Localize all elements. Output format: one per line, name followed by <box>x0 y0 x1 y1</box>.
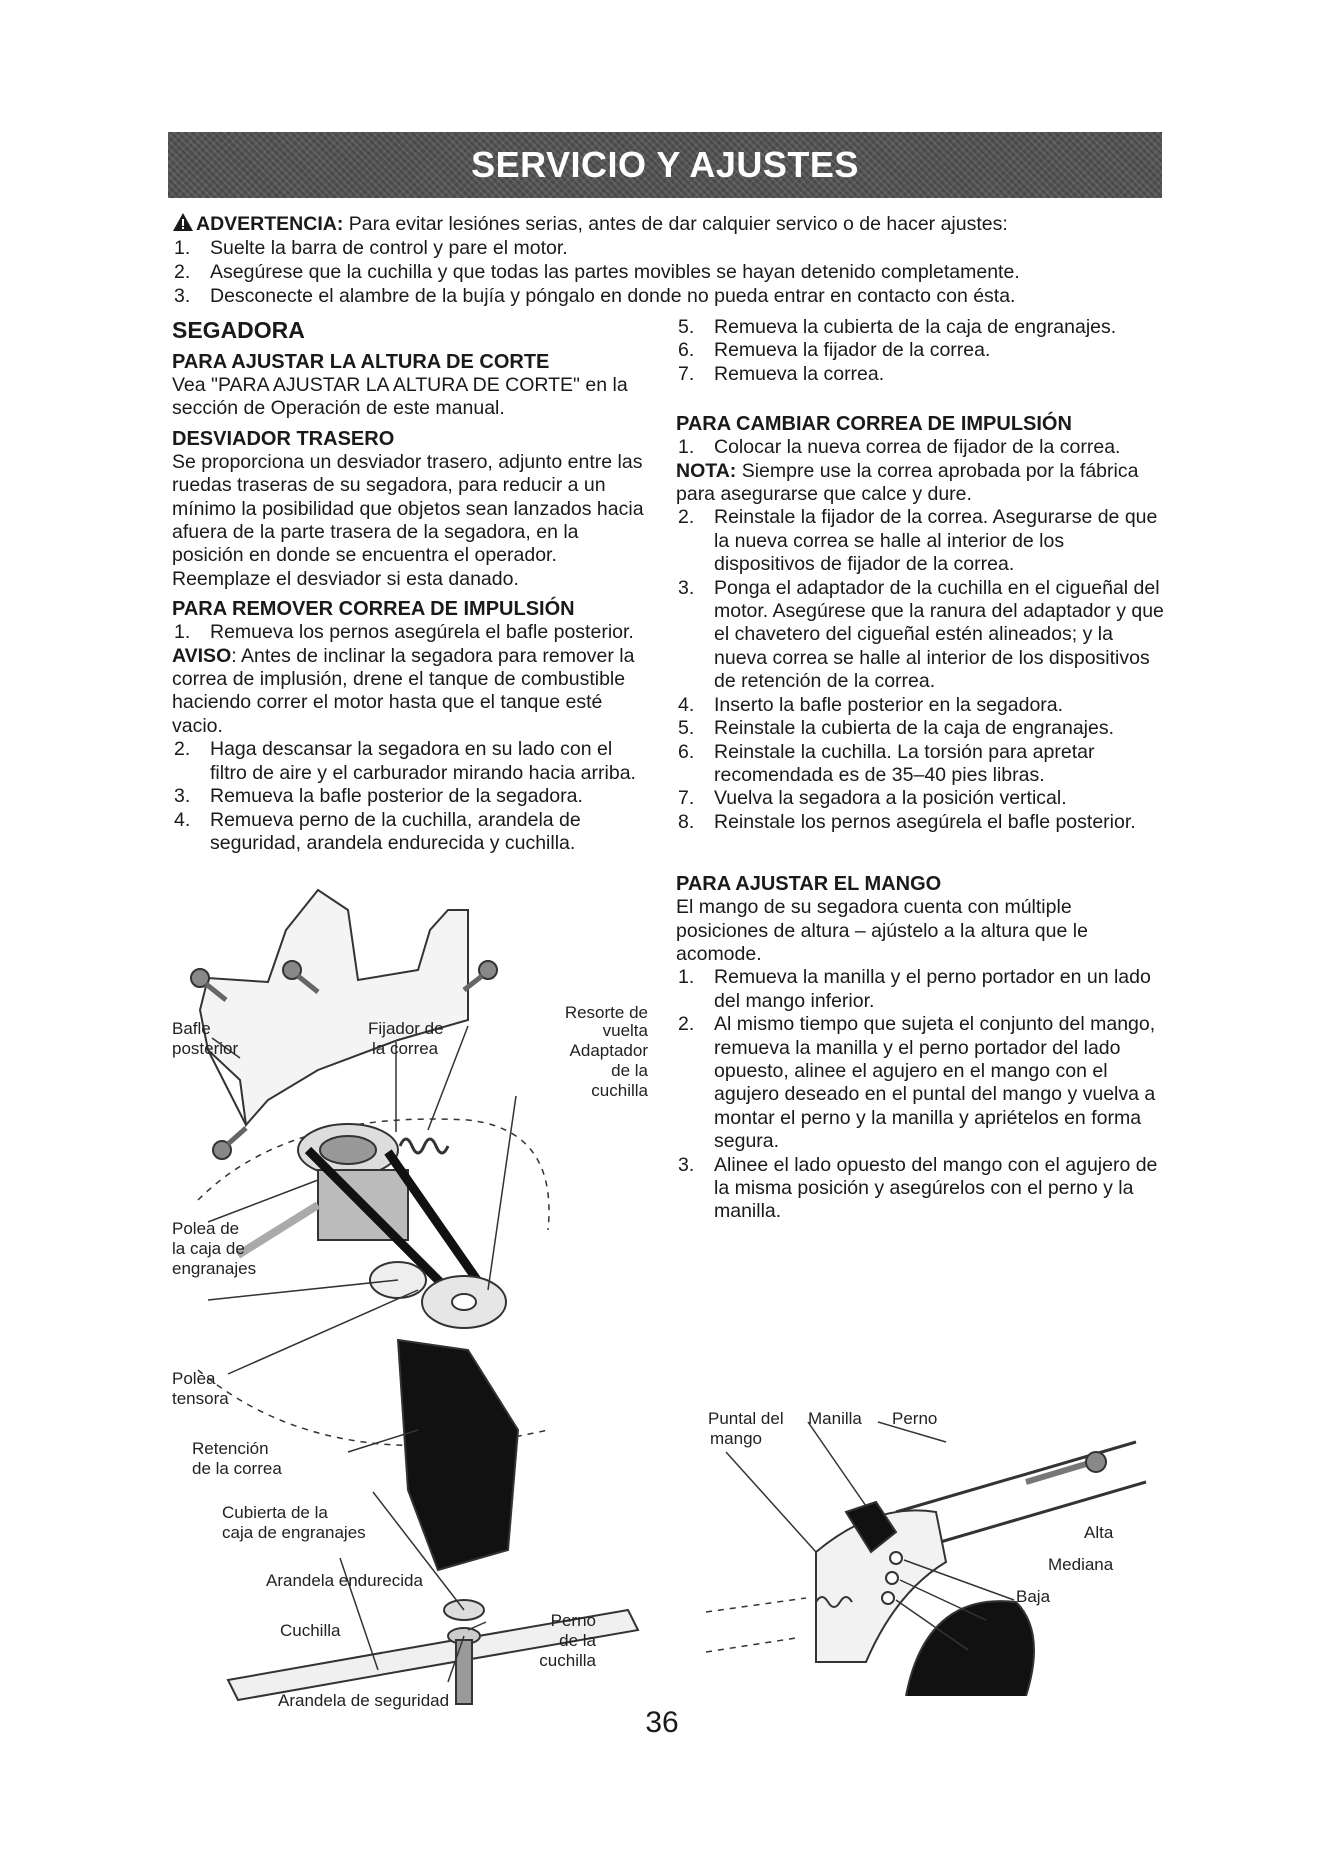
label-arandela-endurecida: Arandela endurecida <box>266 1571 423 1590</box>
step-number: 3. <box>174 785 191 808</box>
list-item <box>676 506 1164 576</box>
list-item <box>676 1013 1164 1153</box>
warning-lead <box>172 212 1162 236</box>
step-number: 2. <box>678 1013 695 1036</box>
list-item <box>172 738 652 785</box>
step-text: Vuelva la segadora a la posición vertical. <box>714 787 1067 810</box>
step-number: 3. <box>174 285 191 307</box>
list-item <box>676 787 1164 810</box>
label-bafle: posterior <box>172 1039 239 1058</box>
label-alta: Alta <box>1084 1523 1114 1542</box>
label-puntal: mango <box>710 1429 762 1448</box>
list-item <box>172 621 652 644</box>
step-number: 8. <box>678 810 695 833</box>
label-resorte: Resorte de <box>564 1003 648 1022</box>
heading-desviador: DESVIADOR TRASERO <box>172 427 395 450</box>
label-retencion: Retención <box>192 1439 269 1458</box>
list-item <box>676 436 1164 459</box>
step-number: 6. <box>678 339 695 362</box>
label-adaptador: cuchilla <box>591 1081 648 1100</box>
list-item <box>676 717 1164 740</box>
step-text: Reinstale los pernos asegúrela el bafle posterior. <box>714 810 1136 833</box>
list-item <box>676 339 1164 362</box>
handle-adjustment-diagram-svg <box>696 1402 1166 1696</box>
step-number: 2. <box>678 506 695 529</box>
step-text: Suelte la barra de control y pare el motor. <box>210 237 568 259</box>
notice-text: : Antes de inclinar la segadora para remover la correa de implusión, drene el tanque de combustible haciendo correr el motor hasta que el tanque esté vacio. <box>172 644 635 737</box>
list-item <box>172 284 1162 308</box>
step-text: Asegúrese que la cuchilla y que todas las partes movibles se hayan detenido completamente. <box>210 261 1020 283</box>
remove-steps-c <box>676 316 1164 386</box>
label-bafle: Bafle <box>172 1019 211 1038</box>
section-title: SERVICIO Y AJUSTES <box>471 144 859 185</box>
list-item <box>172 260 1162 284</box>
label-polea-tensora: Polea <box>172 1369 216 1388</box>
note-paragraph <box>676 460 1164 507</box>
paragraph-altura-corte: Vea "PARA AJUSTAR LA ALTURA DE CORTE" en la sección de Operación de este manual. <box>172 374 628 420</box>
step-text: Remueva la fijador de la correa. <box>714 339 991 362</box>
drive-belt-diagram-svg <box>168 870 658 1716</box>
heading-remover-correa: PARA REMOVER CORREA DE IMPULSIÓN <box>172 598 575 621</box>
label-perno: Perno <box>892 1409 938 1428</box>
change-steps-b <box>676 506 1164 834</box>
step-text: Reinstale la cubierta de la caja de engranajes. <box>714 717 1115 740</box>
drive-belt-diagram <box>168 870 658 1716</box>
heading-altura-corte: PARA AJUSTAR LA ALTURA DE CORTE <box>172 351 550 373</box>
label-mediana: Mediana <box>1048 1555 1114 1574</box>
warning-label: ADVERTENCIA: <box>196 213 344 235</box>
handle-steps <box>676 966 1164 1223</box>
list-item <box>172 236 1162 260</box>
warning-text: Para evitar lesiónes serias, antes de dar calquier servico o de hacer ajustes: <box>343 213 1008 235</box>
step-number: 1. <box>174 237 191 259</box>
spacer <box>676 834 1164 866</box>
label-polea-caja: Polea de <box>172 1219 240 1238</box>
list-item <box>676 741 1164 788</box>
step-text: Remueva la manilla y el perno portador en un lado del mango inferior. <box>714 966 1151 1012</box>
note-text: Siempre use la correa aprobada por la fábrica para asegurarse que calce y dure. <box>676 459 1139 506</box>
label-adaptador: de la <box>611 1061 648 1080</box>
step-number: 5. <box>678 717 695 740</box>
label-fijador: la correa <box>372 1039 439 1058</box>
label-cubierta: Cubierta de la <box>222 1503 328 1522</box>
warning-steps <box>172 236 1162 308</box>
list-item <box>676 316 1164 339</box>
label-puntal: Puntal del <box>708 1409 784 1428</box>
step-number: 3. <box>678 576 695 599</box>
step-number: 6. <box>678 740 695 763</box>
label-cuchilla: Cuchilla <box>280 1621 341 1640</box>
step-number: 4. <box>678 693 695 716</box>
step-number: 1. <box>678 436 695 459</box>
list-item <box>172 785 652 808</box>
label-polea-tensora: tensora <box>172 1389 229 1408</box>
step-text: Remueva perno de la cuchilla, arandela de seguridad, arandela endurecida y cuchilla. <box>210 808 581 854</box>
paragraph-desviador: Se proporciona un desviador trasero, adjunto entre las ruedas traseras de su segadora, para reducir a un mínimo la posibilidad que objetos sean lanzados hacia afuera de la parte trasera de la segadora, en la posición en donde se encuentra el operador. Reemplaze el desviador si esta danado. <box>172 450 644 590</box>
paragraph-mango: El mango de su segadora cuenta con múltiple posiciones de altura – ajústelo a la altura que le acomode. <box>676 896 1088 965</box>
note-label: NOTA: <box>676 459 737 482</box>
left-column <box>172 316 652 855</box>
heading-segadora: SEGADORA <box>172 317 305 343</box>
step-text: Haga descansar la segadora en su lado con el filtro de aire y el carburador mirando hacia arriba. <box>210 738 636 784</box>
step-text: Desconecte el alambre de la bujía y póngalo en donde no pueda entrar en contacto con ésta. <box>210 285 1016 307</box>
label-baja: Baja <box>1016 1587 1051 1606</box>
label-fijador: Fijador de <box>368 1019 444 1038</box>
label-polea-caja: la caja de <box>172 1239 245 1258</box>
step-text: Ponga el adaptador de la cuchilla en el cigueñal del motor. Asegúrese que la ranura del adaptador y que el chavetero del cigueñal estén alineados; y la nueva correa se halle al interior de los dispositivos de retención de la correa. <box>714 576 1164 693</box>
label-perno: de la <box>559 1631 596 1650</box>
label-polea-caja: engranajes <box>172 1259 257 1278</box>
step-text: Alinee el lado opuesto del mango con el agujero de la misma posición y asegúrelos con el perno y la manilla. <box>714 1153 1158 1223</box>
list-item <box>676 694 1164 717</box>
spacer <box>676 386 1164 406</box>
list-item <box>676 577 1164 694</box>
heading-cambiar-correa: PARA CAMBIAR CORREA DE IMPULSIÓN <box>676 413 1072 436</box>
page-number: 36 <box>645 1706 679 1739</box>
remove-steps-b <box>172 738 652 855</box>
list-item <box>676 966 1164 1013</box>
label-arandela-seguridad: Arandela de seguridad <box>278 1691 450 1710</box>
step-number: 2. <box>174 261 191 283</box>
step-number: 4. <box>174 808 191 831</box>
step-number: 1. <box>678 966 695 989</box>
step-text: Reinstale la fijador de la correa. Asegurarse de que la nueva correa se halle al interior de los dispositivos de fijador de la correa. <box>714 506 1158 576</box>
step-text: Reinstale la cuchilla. La torsión para apretar recomendada es de 35–40 pies libras. <box>714 740 1095 786</box>
step-text: Remueva la bafle posterior de la segadora. <box>210 785 583 808</box>
step-number: 2. <box>174 738 191 761</box>
notice-paragraph <box>172 645 652 739</box>
list-item <box>676 811 1164 834</box>
step-number: 5. <box>678 316 695 338</box>
step-text: Colocar la nueva correa de fijador de la correa. <box>714 436 1121 459</box>
step-text: Al mismo tiempo que sujeta el conjunto del mango, remueva la manilla y el perno portador del lado opuesto, alinee el agujero en el mango con el agujero deseado en el puntal del mango y vuelva a montar el perno y la manilla y apriételos en forma segura. <box>714 1013 1156 1153</box>
label-adaptador: Adaptador <box>569 1041 648 1060</box>
right-column <box>676 316 1164 1224</box>
list-item <box>676 1154 1164 1224</box>
step-text: Inserto la bafle posterior en la segadora. <box>714 693 1064 716</box>
label-cubierta: caja de engranajes <box>222 1523 366 1542</box>
step-number: 7. <box>678 362 695 385</box>
label-retencion: de la correa <box>192 1459 282 1478</box>
handle-adjustment-diagram <box>696 1402 1166 1696</box>
warning-triangle-icon <box>172 212 194 232</box>
notice-label: AVISO <box>172 644 232 667</box>
step-text: Remueva los pernos asegúrela el bafle posterior. <box>210 621 634 644</box>
step-number: 7. <box>678 787 695 810</box>
heading-ajustar-mango: PARA AJUSTAR EL MANGO <box>676 873 942 896</box>
label-manilla: Manilla <box>808 1409 862 1428</box>
step-text: Remueva la cubierta de la caja de engranajes. <box>714 316 1117 338</box>
step-number: 1. <box>174 621 191 644</box>
label-resorte: vuelta <box>602 1021 648 1040</box>
section-banner <box>168 132 1162 198</box>
label-perno: Perno <box>550 1611 596 1630</box>
step-number: 3. <box>678 1153 695 1176</box>
remove-steps-a <box>172 621 652 644</box>
list-item <box>676 363 1164 386</box>
change-steps-a <box>676 436 1164 459</box>
step-text: Remueva la correa. <box>714 362 885 385</box>
warning-block <box>172 212 1162 308</box>
label-perno: cuchilla <box>539 1651 596 1670</box>
list-item <box>172 809 652 856</box>
